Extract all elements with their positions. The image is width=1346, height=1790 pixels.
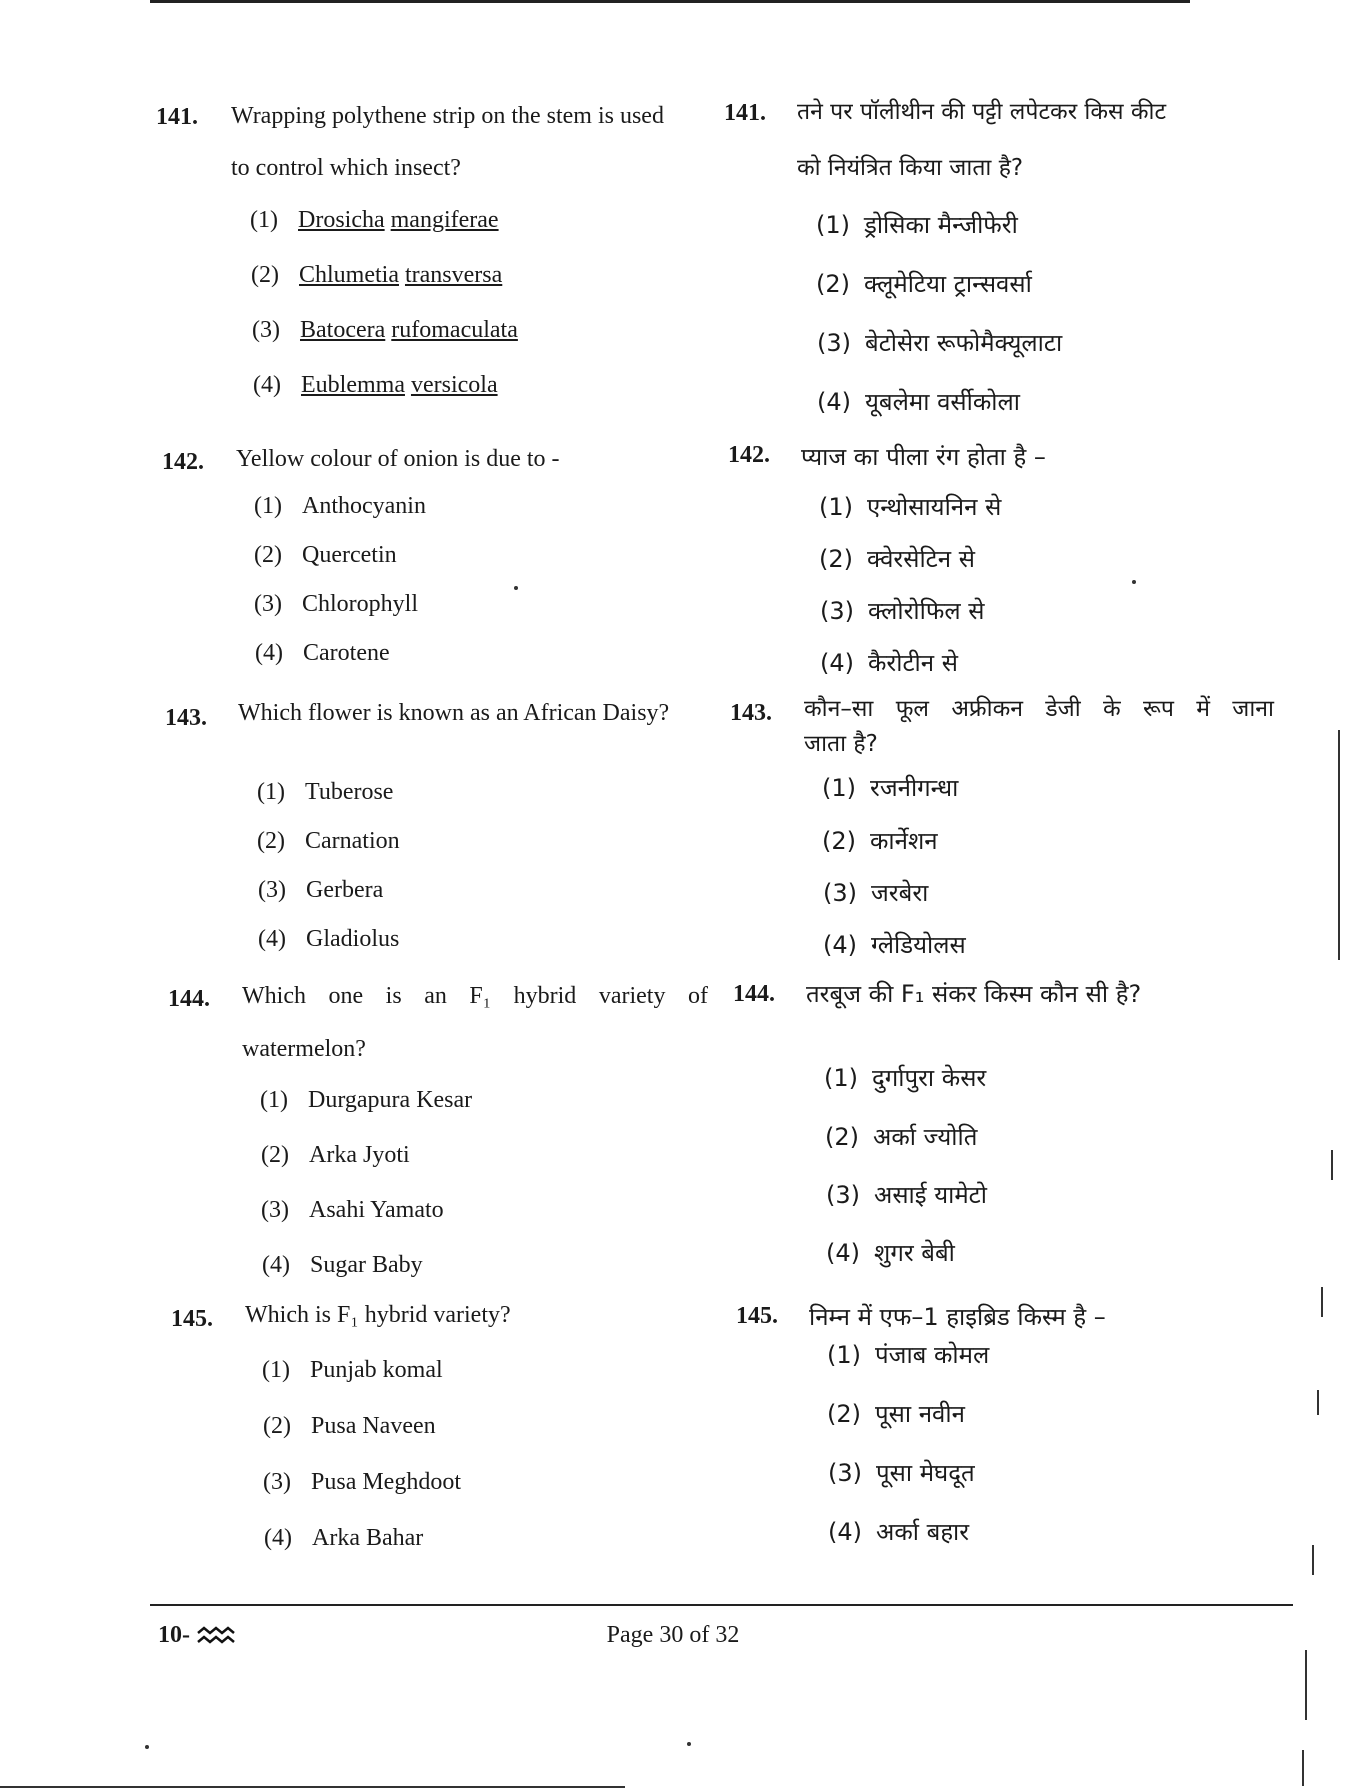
scan-mark xyxy=(1338,730,1340,960)
option-141-en-1: (1) Drosicha mangiferae xyxy=(250,207,499,233)
footer-rule xyxy=(150,1604,1293,1606)
option-141-hi-2: (2) क्लूमेटिया ट्रान्सवर्सा xyxy=(816,270,1032,298)
option-144-hi-2: (2) अर्का ज्योति xyxy=(825,1123,978,1151)
scan-speck xyxy=(1132,580,1136,584)
option-145-hi-4: (4) अर्का बहार xyxy=(828,1518,970,1546)
question-number-141-en: 141. xyxy=(156,104,198,130)
bottom-rule xyxy=(0,1786,625,1788)
question-141-en-stem xyxy=(231,90,701,194)
option-142-en-1: (1) Anthocyanin xyxy=(254,493,426,519)
top-rule xyxy=(150,0,1190,3)
question-144-en-line1: Which one is an F₁ hybrid variety of xyxy=(242,983,708,1009)
scan-speck xyxy=(687,1742,691,1746)
option-142-en-3: (3) Chlorophyll xyxy=(254,591,419,617)
option-144-hi-1: (1) दुर्गापुरा केसर xyxy=(824,1064,987,1092)
option-143-en-3: (3) Gerbera xyxy=(258,877,384,903)
option-144-en-4: (4) Sugar Baby xyxy=(262,1252,423,1278)
question-141-hi-stem xyxy=(797,84,1267,196)
page-number: Page 30 of 32 xyxy=(606,1622,740,1648)
question-number-144-en: 144. xyxy=(168,986,210,1012)
question-144-hi-stem: तरबूज की F₁ संकर किस्म कौन सी है? xyxy=(806,980,1142,1008)
paper-code: 10- xyxy=(158,1622,236,1649)
question-141-en-line1: Wrapping polythene strip on the stem is used xyxy=(231,103,664,129)
question-141-hi-line1: तने पर पॉलीथीन की पट्टी लपेटकर किस कीट xyxy=(797,99,1167,125)
option-141-hi-3: (3) बेटोसेरा रूफोमैक्यूलाटा xyxy=(817,329,1063,357)
question-number-145-en: 145. xyxy=(171,1306,213,1332)
option-142-hi-4: (4) कैरोटीन से xyxy=(820,649,958,677)
option-143-en-1: (1) Tuberose xyxy=(257,779,394,805)
option-142-hi-2: (2) क्वेरसेटिन से xyxy=(819,545,975,573)
question-number-144-hi: 144. xyxy=(733,981,775,1007)
option-143-en-2: (2) Carnation xyxy=(257,828,400,854)
option-142-en-4: (4) Carotene xyxy=(255,640,390,666)
question-144-en-line2: watermelon? xyxy=(242,1036,366,1062)
option-143-hi-3: (3) जरबेरा xyxy=(823,879,929,907)
option-145-hi-2: (2) पूसा नवीन xyxy=(827,1400,965,1428)
question-142-hi-stem: प्याज का पीला रंग होता है – xyxy=(801,443,1046,471)
question-145-hi-stem: निम्न में एफ–1 हाइब्रिड किस्म है – xyxy=(809,1303,1106,1331)
option-144-en-3: (3) Asahi Yamato xyxy=(261,1197,444,1223)
question-number-143-hi: 143. xyxy=(730,700,772,726)
scan-mark xyxy=(1317,1390,1319,1415)
question-number-142-en: 142. xyxy=(162,449,204,475)
question-number-145-hi: 145. xyxy=(736,1303,778,1329)
option-145-hi-1: (1) पंजाब कोमल xyxy=(827,1341,990,1369)
option-145-en-4: (4) Arka Bahar xyxy=(264,1525,424,1551)
option-145-en-2: (2) Pusa Naveen xyxy=(263,1413,436,1439)
scan-speck xyxy=(514,586,518,590)
option-141-hi-1: (1) ड्रोसिका मैन्जीफेरी xyxy=(816,211,1018,239)
option-143-hi-2: (2) कार्नेशन xyxy=(822,827,938,855)
option-142-hi-3: (3) क्लोरोफिल से xyxy=(820,597,985,625)
question-number-143-en: 143. xyxy=(165,705,207,731)
question-number-141-hi: 141. xyxy=(724,100,766,126)
question-143-hi-line2: जाता है? xyxy=(804,731,878,757)
scan-mark xyxy=(1302,1750,1304,1786)
question-143-hi-line1: कौन–सा फूल अफ्रीकन डेजी के रूप में जाना xyxy=(804,696,1274,722)
question-141-hi-line2: को नियंत्रित किया जाता है? xyxy=(797,155,1024,181)
option-143-hi-4: (4) ग्लेडियोलस xyxy=(823,931,966,959)
option-144-hi-4: (4) शुगर बेबी xyxy=(826,1239,955,1267)
option-145-hi-3: (3) पूसा मेघदूत xyxy=(828,1459,975,1487)
scan-mark xyxy=(1331,1150,1333,1180)
option-141-en-4: (4) Eublemma versicola xyxy=(253,372,498,398)
scan-mark xyxy=(1312,1545,1314,1575)
option-145-en-1: (1) Punjab komal xyxy=(262,1357,443,1383)
question-145-en-stem: Which is F₁ hybrid variety? xyxy=(245,1302,511,1328)
scan-mark xyxy=(1305,1650,1307,1720)
option-143-hi-1: (1) रजनीगन्धा xyxy=(822,774,959,802)
scan-mark xyxy=(1321,1287,1323,1317)
question-number-142-hi: 142. xyxy=(728,442,770,468)
option-141-hi-4: (4) यूबलेमा वर्सीकोला xyxy=(817,388,1021,416)
option-143-en-4: (4) Gladiolus xyxy=(258,926,400,952)
question-141-en-line2: to control which insect? xyxy=(231,155,461,181)
option-142-hi-1: (1) एन्थोसायनिन से xyxy=(819,493,1002,521)
scan-speck xyxy=(145,1745,149,1749)
option-144-hi-3: (3) असाई यामेटो xyxy=(826,1181,987,1209)
option-141-en-2: (2) Chlumetia transversa xyxy=(251,262,503,288)
option-144-en-1: (1) Durgapura Kesar xyxy=(260,1087,473,1113)
question-143-en-stem: Which flower is known as an African Daisy? xyxy=(238,700,670,726)
question-142-en-stem: Yellow colour of onion is due to - xyxy=(236,446,560,472)
option-144-en-2: (2) Arka Jyoti xyxy=(261,1142,410,1168)
option-145-en-3: (3) Pusa Meghdoot xyxy=(263,1469,461,1495)
option-141-en-3: (3) Batocera rufomaculata xyxy=(252,317,518,343)
option-142-en-2: (2) Quercetin xyxy=(254,542,397,568)
